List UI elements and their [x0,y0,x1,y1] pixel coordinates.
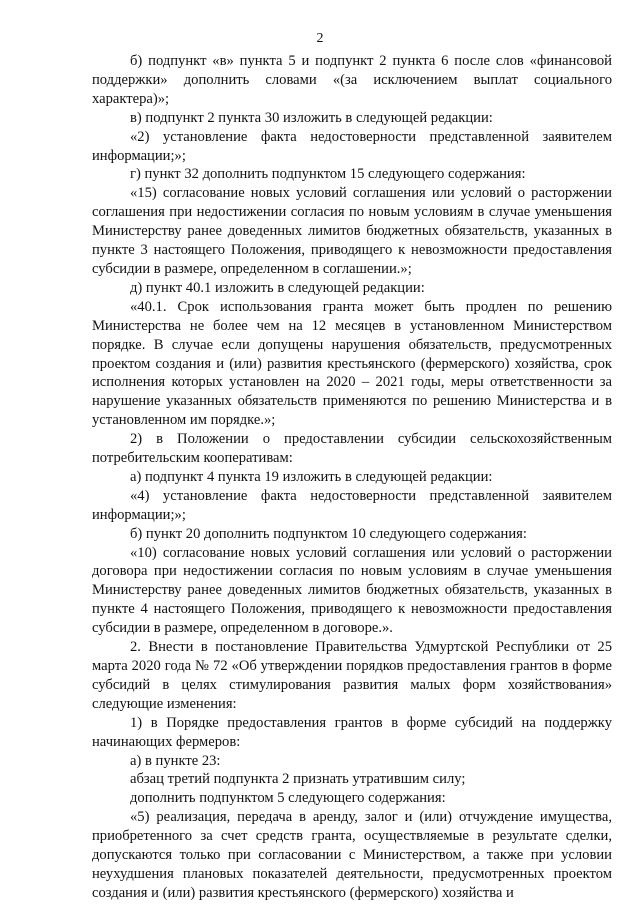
paragraph-14: 1) в Порядке предоставления грантов в форме субсидий на поддержку начинающих фермеров: [92,714,612,750]
page-number: 2 [316,31,324,46]
paragraph-11: б) пункт 20 дополнить подпунктом 10 следующего содержания: [130,525,527,542]
paragraph-16: абзац третий подпункта 2 признать утратившим силу; [130,771,466,788]
paragraph-9: а) подпункт 4 пункта 19 изложить в следующей редакции: [130,468,493,485]
paragraph-17: дополнить подпунктом 5 следующего содержания: [130,790,446,807]
paragraph-10: «4) установление факта недостоверности представленной заявителем информации;»; [92,487,612,523]
paragraph-8: 2) в Положении о предоставлении субсидии сельскохозяйственным потребительским кооперативам: [92,431,612,467]
paragraph-6: д) пункт 40.1 изложить в следующей редакции: [130,279,425,296]
paragraph-3: «2) установление факта недостоверности представленной заявителем информации;»; [92,128,612,164]
paragraph-13: 2. Внести в постановление Правительства Удмуртской Республики от 25 марта 2020 года № 72 «Об утверждении порядков предоставления грантов в форме субсидий в целях стимулирования развития малых форм хозяйствования» следующие изменения: [92,639,612,712]
paragraph-12: «10) согласование новых условий соглашения или условий о расторжении договора при недостижении согласия по новым условиям в случае уменьшения Министерству ранее доведенных лимитов бюджетных обязательств, указанных в пункте 4 настоящего Положения, приводящего к невозможности предоставления субсидии в размере, определенном в договоре.». [92,544,612,637]
paragraph-1: б) подпункт «в» пункта 5 и подпункт 2 пункта 6 после слов «финансовой поддержки» дополнить словами «(за исключением выплат социального характера)»; [92,53,612,107]
paragraph-5: «15) согласование новых условий соглашения или условий о расторжении соглашения при недостижении согласия по новым условиям в случае уменьшения Министерству ранее доведенных лимитов бюджетных обязательств, указанных в пункте 3 настоящего Положения, приводящего к невозможности предоставления субсидии в размере, определенном в соглашении.»; [92,185,612,277]
paragraph-2: в) подпункт 2 пункта 30 изложить в следующей редакции: [130,109,493,126]
paragraph-4: г) пункт 32 дополнить подпунктом 15 следующего содержания: [130,166,526,183]
paragraph-15: а) в пункте 23: [130,752,221,769]
paragraph-18: «5) реализация, передача в аренду, залог и (или) отчуждение имущества, приобретенного за счет средств гранта, осуществляемые в результате сделки, допускаются только при согласовании с Министерством, а также при условии неухудшения плановых показателей деятельности, предусмотренных проектом создания и (или) развития крестьянского (фермерского) хозяйства и [92,809,612,901]
paragraph-7: «40.1. Срок использования гранта может быть продлен по решению Министерства не более чем на 12 месяцев в установленном Министерством порядке. В случае если допущены нарушения обязательств, предусмотренных проектом создания и (или) развития крестьянского (фермерского) хозяйства, срок исполнения которых установлен на 2020 – 2021 годы, меры ответственности за нарушение указанных обязательств применяются по решению Министерства и в установленном им порядке.»; [92,298,612,429]
document-body [92,52,612,903]
